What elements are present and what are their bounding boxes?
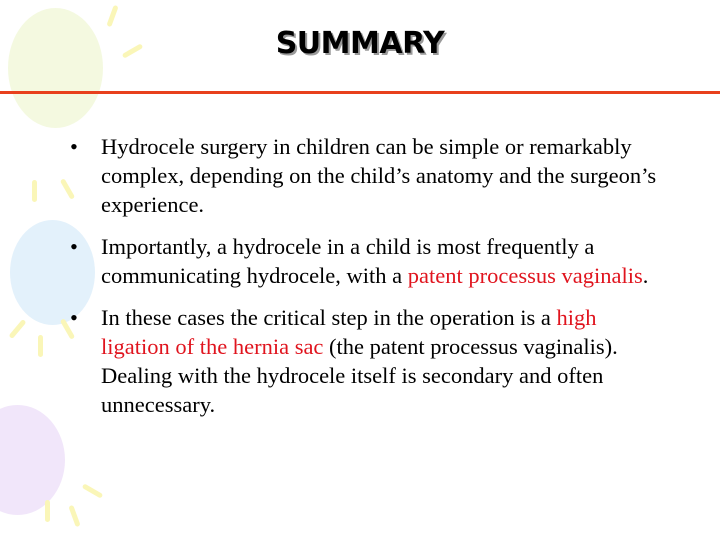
ray-decoration xyxy=(68,505,80,527)
ray-decoration xyxy=(38,335,43,357)
ray-decoration xyxy=(32,180,37,202)
title-divider xyxy=(0,91,720,94)
ray-decoration xyxy=(106,5,118,27)
bullet-item xyxy=(70,303,670,419)
slide-title: SUMMARY xyxy=(275,26,445,61)
ray-decoration xyxy=(82,483,104,498)
highlighted-text: patent processus vaginalis xyxy=(407,263,643,288)
bullet-text: In these cases the critical step in the operation is a xyxy=(101,305,557,330)
bullet-text: Hydrocele surgery in children can be simple or remarkably complex, depending on the child’s anatomy and the surgeon’s experience. xyxy=(101,134,657,217)
bullet-item xyxy=(70,232,670,290)
balloon-purple-decoration xyxy=(0,405,65,515)
highlighted-text: high ligation of the hernia sac xyxy=(101,305,597,359)
bullet-item xyxy=(70,132,670,219)
bullet-text: (the patent processus vaginalis). Dealing with the hydrocele itself is secondary and often unnecessary. xyxy=(101,334,618,417)
ray-decoration xyxy=(45,500,50,522)
bullet-text: . xyxy=(642,263,649,288)
ray-decoration xyxy=(9,319,27,339)
bullet-list xyxy=(70,132,670,432)
bullet-marker: • xyxy=(70,305,78,330)
bullet-marker: • xyxy=(70,134,78,159)
bullet-text: Importantly, a hydrocele in a child is most frequently a communicating hydrocele, with a xyxy=(101,234,595,288)
bullet-marker: • xyxy=(70,234,78,259)
